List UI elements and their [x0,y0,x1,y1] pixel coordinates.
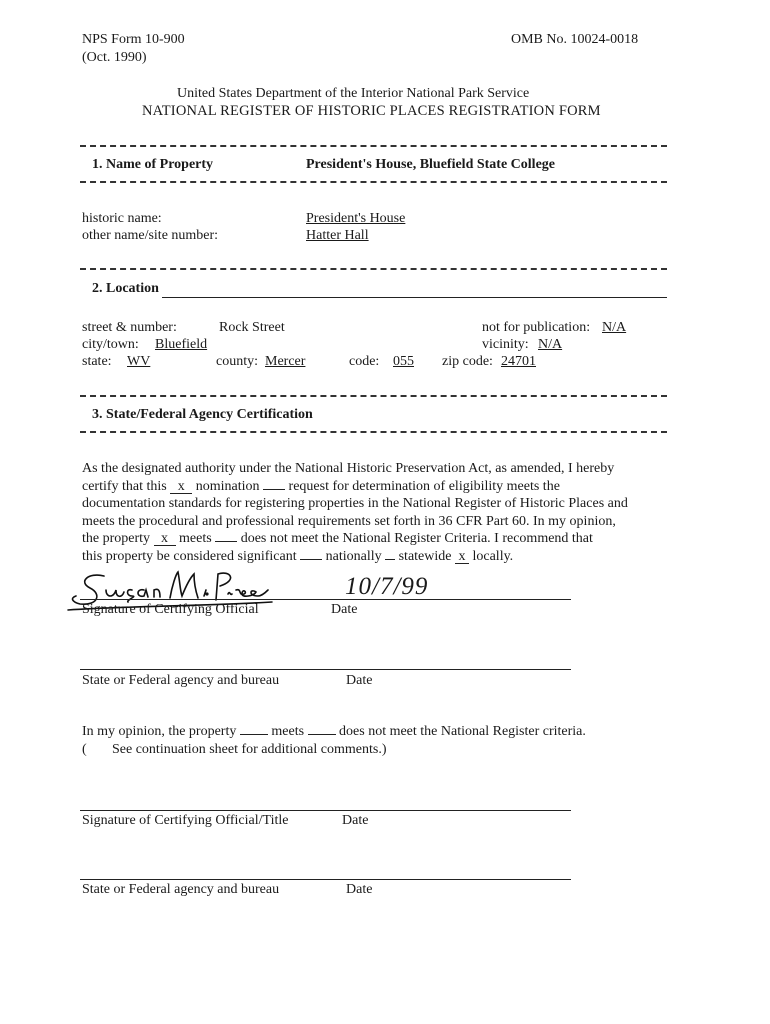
other-name-label: other name/site number: [82,228,219,243]
city-label: city/town: [82,337,139,352]
street-label: street & number: [82,320,177,335]
state-value: WV [127,354,151,369]
signature-label: Signature of Certifying Official [82,602,259,617]
not-for-publication-value: N/A [602,320,627,335]
form-date: (Oct. 1990) [82,50,147,65]
certification-paragraph [82,460,672,565]
signature-2-date-label: Date [342,813,369,828]
cert-line-1: As the designated authority under the National Historic Preservation Act, as amended, I hereby [82,461,615,476]
nationally-mark[interactable] [300,559,322,560]
cert-line-3: documentation standards for registering properties in the National Register of Historic Places and [82,496,628,511]
omb-number: OMB No. 10024-0018 [511,32,639,47]
signature-2-label: Signature of Certifying Official/Title [82,813,289,828]
statewide-mark[interactable] [385,559,395,560]
zip-label: zip code: [442,354,493,369]
locally-mark[interactable]: x [455,550,469,564]
state-label: state: [82,354,112,369]
cert-line-4: meets the procedural and professional requirements set forth in 36 CFR Part 60. In my opinion, [82,513,616,529]
cert-line-5: the property x meets does not meet the National Register Criteria. I recommend that [82,531,593,546]
divider [80,181,667,183]
form-id: NPS Form 10-900 [82,32,185,47]
section-2-heading: 2. Location [92,281,159,296]
not-for-publication-label: not for publication: [482,320,591,335]
meets-mark[interactable]: x [154,532,176,546]
vicinity-label: vicinity: [482,337,529,352]
county-value: Mercer [265,354,306,369]
divider [80,395,667,397]
cert-line-6: this property be considered significant nationally statewide x locally. [82,548,514,564]
historic-name-value: President's House [306,211,406,226]
agency-2-label: State or Federal agency and bureau [82,882,280,897]
county-label: county: [216,354,258,369]
agency-line [80,669,571,670]
agency-label: State or Federal agency and bureau [82,673,280,688]
vicinity-value: N/A [538,337,563,352]
handwritten-date: 10/7/99 [345,573,429,600]
agency-line: United States Department of the Interior National Park Service [177,86,530,101]
signature-line-2 [80,810,571,811]
divider [80,145,667,147]
does-not-meet-mark[interactable] [215,541,237,542]
form-title: NATIONAL REGISTER OF HISTORIC PLACES REGISTRATION FORM [142,103,601,119]
code-label: code: [349,354,380,369]
street-value: Rock Street [219,320,285,335]
cert-line-2: certify that this x nomination request for determination of eligibility meets the [82,478,560,494]
city-value: Bluefield [155,337,208,352]
agency-2-date-label: Date [346,882,373,897]
agency-date-label: Date [346,673,373,688]
signature-date-label: Date [331,602,358,617]
agency-line-2 [80,879,571,880]
divider [80,268,667,270]
property-name: President's House, Bluefield State College [306,157,555,172]
heading-underline [162,297,667,298]
nomination-mark[interactable]: x [170,480,192,494]
section-1-heading: 1. Name of Property [92,157,214,172]
divider [80,431,667,433]
signature-line [80,599,571,600]
request-mark[interactable] [263,489,285,490]
opinion-line: In my opinion, the property meets does not meet the National Register criteria. [82,724,586,739]
opinion-meets-mark[interactable] [240,734,268,735]
section-3-heading: 3. State/Federal Agency Certification [92,407,313,422]
zip-value: 24701 [501,354,536,369]
other-name-value: Hatter Hall [306,228,369,243]
code-value: 055 [393,354,414,369]
opinion-does-not-meet-mark[interactable] [308,734,336,735]
historic-name-label: historic name: [82,211,162,226]
continuation-line: ( See continuation sheet for additional comments.) [82,742,387,757]
